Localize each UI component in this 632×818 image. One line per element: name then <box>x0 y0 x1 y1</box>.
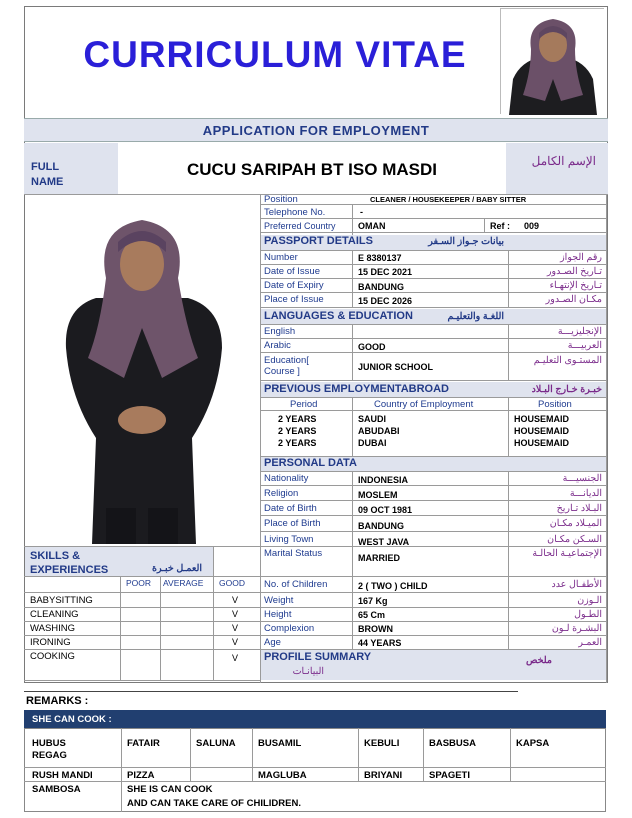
languages-heading-arabic: اللغـة والتعليـم <box>447 311 504 322</box>
employment-position-1: HOUSEMAID <box>514 414 570 424</box>
nationality-value: INDONESIA <box>358 475 409 485</box>
religion-arabic: الديانـــة <box>569 488 602 499</box>
height-arabic: الطـول <box>574 609 602 620</box>
children-arabic: الأطفـال عدد <box>551 579 602 590</box>
arabic-label: Arabic <box>264 340 291 351</box>
complexion-label: Complexion <box>264 623 315 634</box>
remarks-bar-text: SHE CAN COOK : <box>32 714 112 725</box>
dish-9: PIZZA <box>127 770 155 781</box>
skill-ironing-good: V <box>232 637 239 647</box>
employment-period-3: 2 YEARS <box>278 438 317 448</box>
passport-heading-arabic: بيانات جـواز السـفر <box>428 236 504 247</box>
remarks-note-1: SHE IS CAN COOK <box>127 784 213 795</box>
age-value: 44 YEARS <box>358 638 402 648</box>
place-of-issue-label: Place of Issue <box>264 294 324 305</box>
dish-13: SAMBOSA <box>32 784 81 795</box>
english-label: English <box>264 326 296 337</box>
country-value: OMAN <box>358 221 386 231</box>
skill-ironing: IRONING <box>30 637 71 648</box>
position-col-header: Position <box>538 399 572 410</box>
dish-1: HUBUS REGAG <box>32 738 67 761</box>
skills-col-poor: POOR <box>126 578 152 588</box>
dish-4: BUSAMIL <box>258 738 302 749</box>
date-of-birth-arabic: البـلاد تـاريخ <box>556 503 602 514</box>
skills-col-good: GOOD <box>219 578 245 588</box>
skills-col-average: AVERAGE <box>163 578 204 588</box>
employment-position-3: HOUSEMAID <box>514 438 570 448</box>
position-label: Position <box>264 194 298 205</box>
date-of-expiry-label: Date of Expiry <box>264 280 324 291</box>
english-arabic: الإنجليزيـــة <box>557 326 602 337</box>
dish-7: KAPSA <box>516 738 550 749</box>
skills-heading: SKILLS & EXPERIENCES <box>30 550 109 576</box>
full-name-label: FULL NAME <box>31 161 64 188</box>
country-col-header: Country of Employment <box>374 399 474 410</box>
place-of-birth-value: BANDUNG <box>358 521 404 531</box>
employment-country-1: SAUDI <box>358 414 387 424</box>
profile-summary-heading-arabic-2: البيانـات <box>292 666 324 677</box>
employment-country-3: DUBAI <box>358 438 387 448</box>
skill-cooking: COOKING <box>30 651 75 662</box>
date-of-birth-label: Date of Birth <box>264 503 317 514</box>
date-of-expiry-value: BANDUNG <box>358 282 404 292</box>
employment-period-1: 2 YEARS <box>278 414 317 424</box>
religion-label: Religion <box>264 488 299 499</box>
phone-label: Telephone No. <box>264 207 326 218</box>
skill-cooking-good: V <box>232 653 239 663</box>
weight-value: 167 Kg <box>358 596 388 606</box>
arabic-arabic: العربيـــة <box>567 340 602 351</box>
dish-8: RUSH MANDI <box>32 770 93 781</box>
weight-label: Weight <box>264 595 294 606</box>
skill-cleaning: CLEANING <box>30 609 79 620</box>
ref-label: Ref : <box>490 221 510 231</box>
living-town-arabic: السـكن مكـان <box>547 534 602 545</box>
page-title: CURRICULUM VITAE <box>83 34 467 75</box>
remarks-note-2: AND CAN TAKE CARE OF CHILIDREN. <box>127 798 301 809</box>
full-name-value: CUCU SARIPAH BT ISO MASDI <box>187 160 437 179</box>
full-name-arabic: الإسم الكامل <box>531 154 596 168</box>
date-of-issue-value: 15 DEC 2021 <box>358 267 413 277</box>
religion-value: MOSLEM <box>358 490 398 500</box>
passport-heading: PASSPORT DETAILS <box>264 235 373 247</box>
height-label: Height <box>264 609 292 620</box>
remarks-label: REMARKS : <box>26 695 89 707</box>
country-label: Preferred Country <box>264 221 336 231</box>
skill-babysitting-good: V <box>232 595 239 605</box>
employment-period-2: 2 YEARS <box>278 426 317 436</box>
place-of-birth-label: Place of Birth <box>264 518 321 529</box>
living-town-label: Living Town <box>264 534 314 545</box>
profile-summary-heading: PROFILE SUMMARY <box>264 651 372 663</box>
education-arabic: المستـوى التعليـم <box>533 355 602 366</box>
living-town-value: WEST JAVA <box>358 537 410 547</box>
phone-value: - <box>360 207 363 217</box>
marital-status-value: MARRIED <box>358 553 400 563</box>
dish-2: FATAIR <box>127 738 160 749</box>
dish-12: SPAGETI <box>429 770 470 781</box>
skills-heading-arabic: العمـل خبـرة <box>152 563 202 574</box>
children-label: No. of Children <box>264 579 328 590</box>
passport-number-arabic: رقم الجواز <box>560 252 602 263</box>
portrait-photo-small <box>500 8 604 114</box>
employment-country-2: ABUDABI <box>358 426 400 436</box>
date-of-birth-value: 09 OCT 1981 <box>358 505 413 515</box>
arabic-value: GOOD <box>358 342 386 352</box>
date-of-expiry-arabic: تـاريخ الإنتهـاء <box>549 280 602 291</box>
children-value: 2 ( TWO ) CHILD <box>358 581 428 591</box>
age-arabic: العمـر <box>578 637 602 648</box>
height-value: 65 Cm <box>358 610 386 620</box>
passport-number-value: E 8380137 <box>358 253 402 263</box>
dish-6: BASBUSA <box>429 738 476 749</box>
skill-babysitting: BABYSITTING <box>30 595 93 606</box>
dish-3: SALUNA <box>196 738 236 749</box>
employment-position-2: HOUSEMAID <box>514 426 570 436</box>
personal-heading: PERSONAL DATA <box>264 457 357 469</box>
application-heading: APPLICATION FOR EMPLOYMENT <box>202 123 430 138</box>
passport-number-label: Number <box>264 252 298 263</box>
marital-status-arabic: الإجتماعيـة الحالـة <box>532 548 602 559</box>
nationality-arabic: الجنسيـــة <box>562 473 602 484</box>
full-body-photo <box>26 208 258 544</box>
employment-heading-arabic: خبـرة خـارج البـلاد <box>531 384 602 395</box>
date-of-issue-arabic: تـاريخ الصـدور <box>546 266 602 277</box>
skill-cleaning-good: V <box>232 609 239 619</box>
complexion-arabic: البشـرة لـون <box>551 623 602 634</box>
place-of-birth-arabic: الميـلاد مكـان <box>549 518 602 529</box>
date-of-issue-label: Date of Issue <box>264 266 320 277</box>
dish-10: MAGLUBA <box>258 770 307 781</box>
languages-heading: LANGUAGES & EDUCATION <box>264 310 413 322</box>
employment-heading: PREVIOUS EMPLOYMENTABROAD <box>264 383 449 395</box>
age-label: Age <box>264 637 281 648</box>
skill-washing-good: V <box>232 623 239 633</box>
dish-5: KEBULI <box>364 738 400 749</box>
skill-washing: WASHING <box>30 623 76 634</box>
full-name-arabic-cell <box>506 143 608 195</box>
position-value: CLEANER / HOUSEKEEPER / BABY SITTER <box>370 195 527 204</box>
weight-arabic: الـوزن <box>577 595 602 606</box>
profile-summary-heading-arabic: ملخص <box>525 655 552 666</box>
period-col-header: Period <box>290 399 318 410</box>
ref-value: 009 <box>524 221 540 231</box>
education-label: Education[ Course ] <box>264 355 309 377</box>
nationality-label: Nationality <box>264 473 309 484</box>
place-of-issue-value: 15 DEC 2026 <box>358 296 413 306</box>
dish-11: BRIYANI <box>364 770 403 781</box>
complexion-value: BROWN <box>358 624 393 634</box>
marital-status-label: Marital Status <box>264 548 323 559</box>
education-value: JUNIOR SCHOOL <box>358 362 434 372</box>
place-of-issue-arabic: مكـان الصـدور <box>545 294 602 305</box>
